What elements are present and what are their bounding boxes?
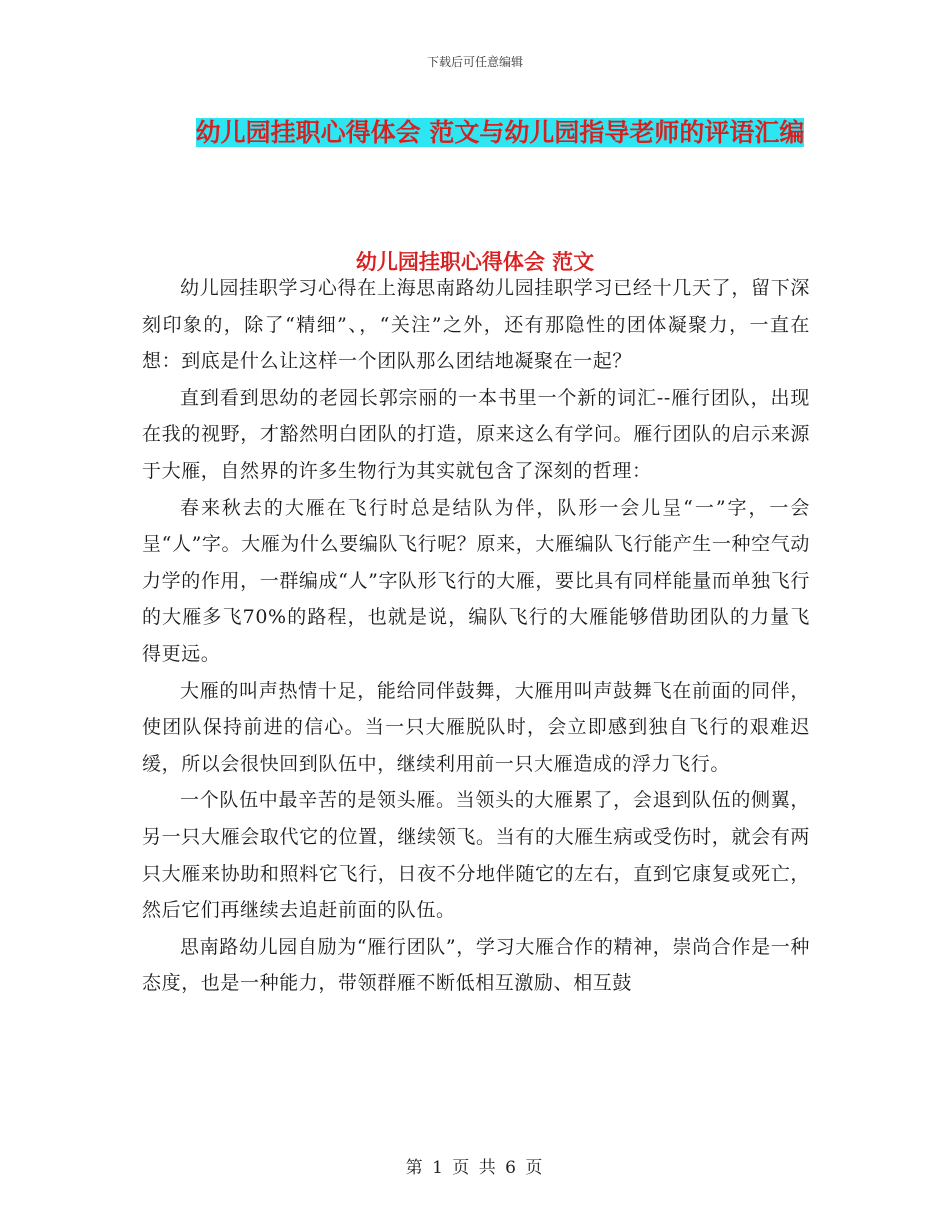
paragraph: 幼儿园挂职学习心得在上海思南路幼儿园挂职学习已经十几天了，留下深刻印象的，除了“精细”、，“关注”之外，还有那隐性的团体凝聚力，一直在想：到底是什么让这样一个团队那么团结地凝聚在一起？ <box>142 277 810 373</box>
paragraph: 思南路幼儿园自励为“雁行团队”，学习大雁合作的精神，崇尚合作是一种态度，也是一种能力，带领群雁不断低相互激励、相互鼓 <box>142 935 810 995</box>
paragraph: 大雁的叫声热情十足，能给同伴鼓舞，大雁用叫声鼓舞飞在前面的同伴，使团队保持前进的信心。当一只大雁脱队时，会立即感到独自飞行的艰难迟缓，所以会很快回到队伍中，继续利用前一只大雁造成的浮力飞行。 <box>142 679 810 775</box>
page-header-note: 下载后可任意编辑 <box>426 55 523 69</box>
document-title <box>185 110 815 156</box>
document-title-highlight: 幼儿园挂职心得体会 范文与幼儿园指导老师的评语汇编 <box>195 118 805 147</box>
section-title: 幼儿园挂职心得体会 范文 <box>355 249 595 274</box>
paragraph: 一个队伍中最辛苦的是领头雁。当领头的大雁累了，会退到队伍的侧翼，另一只大雁会取代它的位置，继续领飞。当有的大雁生病或受伤时，就会有两只大雁来协助和照料它飞行，日夜不分地伴随它的左右，直到它康复或死亡，然后它们再继续去追赶前面的队伍。 <box>142 789 810 922</box>
paragraph: 直到看到思幼的老园长郭宗丽的一本书里一个新的词汇--雁行团队，出现在我的视野，才豁然明白团队的打造，原来这么有学问。雁行团队的启示来源于大雁，自然界的许多生物行为其实就包含了深刻的哲理： <box>142 386 810 482</box>
paragraph: 春来秋去的大雁在飞行时总是结队为伴，队形一会儿呈“一”字，一会呈“人”字。大雁为什么要编队飞行呢？原来，大雁编队飞行能产生一种空气动力学的作用，一群编成“人”字队形飞行的大雁，要比具有同样能量而单独飞行的大雁多飞70%的路程，也就是说，编队飞行的大雁能够借助团队的力量飞得更远。 <box>142 496 810 665</box>
page-number: 第 1 页 共 6 页 <box>405 1158 545 1178</box>
document-body <box>142 270 810 1002</box>
